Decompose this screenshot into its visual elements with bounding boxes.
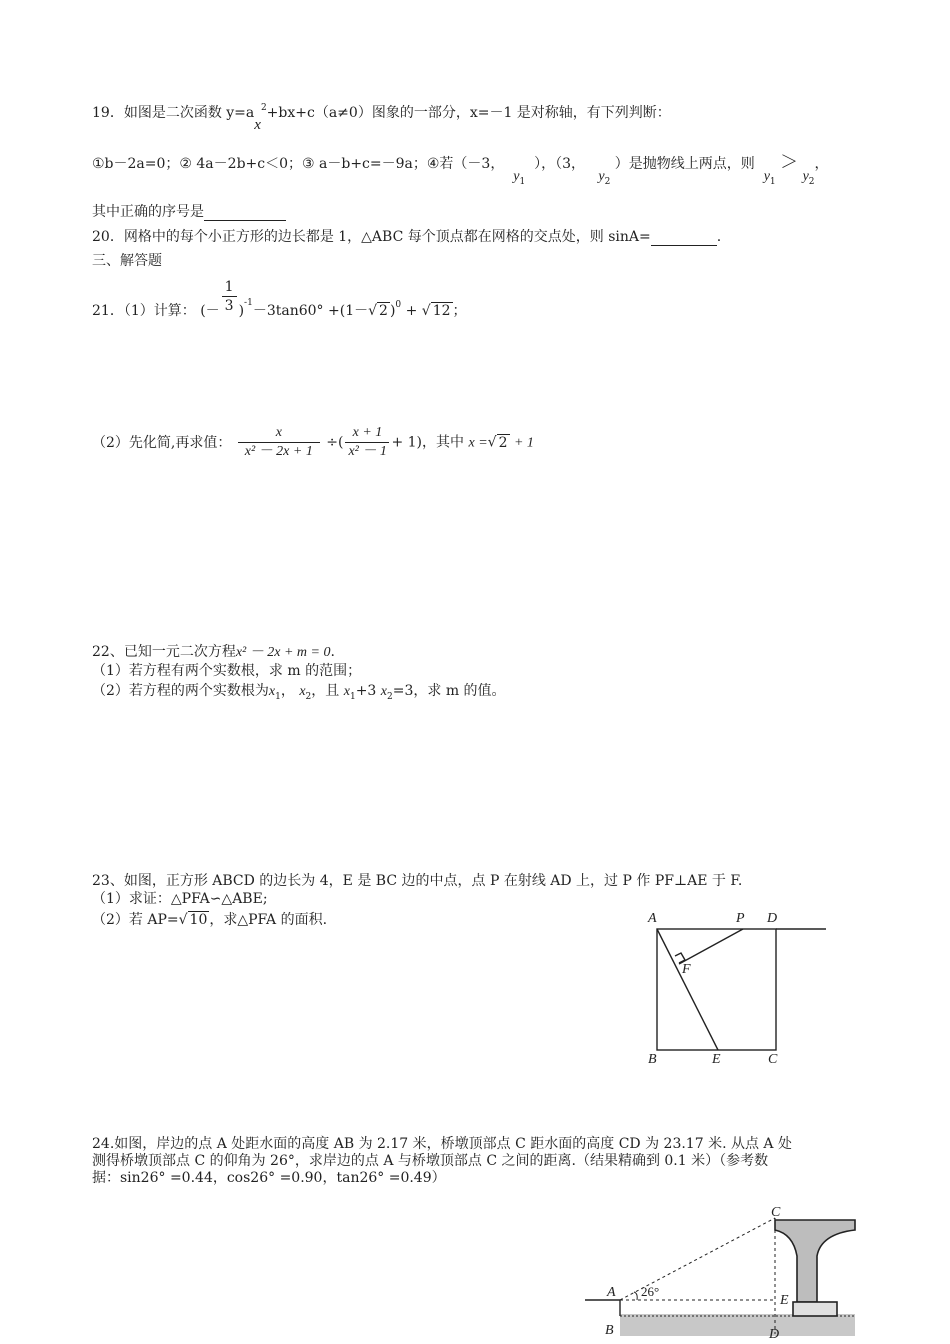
q24-line1: 24.如图，岸边的点 A 处距水面的高度 AB 为 2.17 米，桥墩顶部点 C 距水面的高度 CD 为 23.17 米. 从点 A 处 xyxy=(92,1136,792,1152)
bridge-pier xyxy=(775,1220,855,1302)
fraction-1: $\frac{x}{\text{x² － 2x + 1}}$ xyxy=(238,424,320,461)
angle-label: 26° xyxy=(641,1284,660,1299)
answer-blank[interactable] xyxy=(204,206,286,221)
q20-line: 20．网格中的每个小正方形的边长都是 1，△ABC 每个顶点都在网格的交点处，则 sinA= . xyxy=(92,229,722,245)
segment-pf xyxy=(679,929,743,964)
q22-line1: 22、已知一元二次方程x² － 2x + m = 0. xyxy=(92,644,335,660)
q24-line3: 据：sin26° =0.44，cos26° =0.90，tan26° =0.49） xyxy=(92,1170,446,1186)
fraction-one-third: $\frac{1}{3}$ xyxy=(222,278,237,315)
answer-blank[interactable] xyxy=(651,231,717,246)
label-D: D xyxy=(767,911,778,926)
angle-arc xyxy=(634,1292,637,1300)
q19-line3: 其中正确的序号是 xyxy=(92,203,286,221)
label-F: F xyxy=(682,962,691,977)
q23-line1: 23、如图，正方形 ABCD 的边长为 4，E 是 BC 边的中点，点 P 在射线 AD 上，过 P 作 PF⊥AE 于 F. xyxy=(92,873,743,889)
q24-line2: 测得桥墩顶部点 C 的仰角为 26°，求岸边的点 A 与桥墩顶部点 C 之间的距离.（结果精确到 0.1 米）（参考数 xyxy=(92,1153,769,1169)
pier-base xyxy=(793,1302,837,1316)
label-C: C xyxy=(768,1052,778,1065)
q23-line3: （2）若 AP=√ 10 ，求△PFA 的面积. xyxy=(92,912,328,928)
q22-line3: （2）若方程的两个实数根为$x_1$， $x_2$，且 $x_1+3$ $x_2=3$，求 m 的值。 xyxy=(92,683,506,702)
label-B: B xyxy=(648,1052,657,1065)
square-abcd xyxy=(657,929,776,1050)
water-surface xyxy=(620,1314,855,1336)
label-E: E xyxy=(712,1052,721,1065)
fraction-2: $\frac{x + 1}{\text{x² － 1}}$ xyxy=(345,424,389,461)
q21-part2: （2）先化简,再求值： $\frac{x}{\text{x² － 2x + 1}}$ ÷( $\frac{x + 1}{\text{x² － 1}}$ + 1)，其中 x =√ 2 + 1 xyxy=(92,425,534,459)
label-A: A xyxy=(607,1285,616,1300)
label-E: E xyxy=(780,1293,789,1308)
label-C: C xyxy=(771,1205,781,1220)
label-A: A xyxy=(648,911,657,926)
bridge-figure xyxy=(585,1204,865,1344)
q19-line1: 19．如图是二次函数 $y=ax^2+bx+c(a\ne 0)$图象的一部分，x=－1 是对称轴，有下列判断： xyxy=(92,103,671,133)
q22-line2: （1）若方程有两个实数根，求 m 的范围； xyxy=(92,663,362,679)
q19-line2: ①b－2a=0；② 4a－2b+c＜0；③ a－b+c=－9a；④若（－3， $y_1$ ），（3， $y_2$ ）是抛物线上两点，则 $y_1 > y_2$， xyxy=(92,152,829,187)
label-D: D xyxy=(769,1327,780,1342)
section-heading: 三、解答题 xyxy=(92,253,162,269)
square-abcd-figure xyxy=(640,905,840,1065)
q21-part1: 21．（1）计算： (－ $\frac{1}{3}$ )-1－3tan60° +(1－√ 2 )0 + √ 12 ； xyxy=(92,279,467,319)
q23-line2: （1）求证：△PFA∽△ABE; xyxy=(92,891,268,907)
label-B: B xyxy=(605,1323,614,1338)
label-P: P xyxy=(736,911,745,926)
var-x: x xyxy=(254,117,261,133)
